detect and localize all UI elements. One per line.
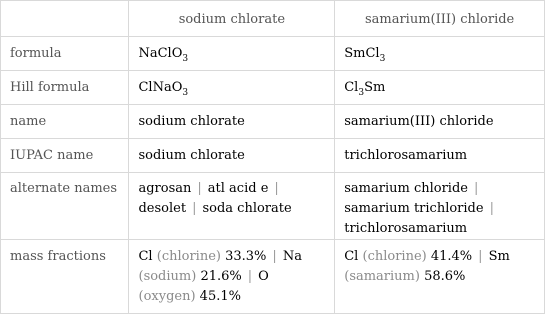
name-sodium-chlorate: sodium chlorate: [129, 105, 335, 139]
header-samarium-chloride: samarium(III) chloride: [335, 1, 545, 37]
row-iupac-name: [1, 139, 545, 173]
alt-names-line: trichlorosamarium: [344, 221, 468, 236]
alt-names-line: samarium trichloride |: [344, 201, 494, 216]
alt-names-line: agrosan | atl acid e |: [138, 181, 279, 196]
row-label-mass-fractions: mass fractions: [1, 240, 129, 314]
formula-samarium-chloride: SmCl$_3$: [335, 37, 545, 71]
mass-line: Cl (chlorine) 41.4% | Sm: [344, 249, 510, 264]
row-label-hill-formula: Hill formula: [1, 71, 129, 105]
row-hill-formula: [1, 71, 545, 105]
row-label-iupac-name: IUPAC name: [1, 139, 129, 173]
mass-samarium-chloride: [335, 240, 545, 314]
hill-sodium-chlorate: ClNaO$_3$: [129, 71, 335, 105]
mass-line: Cl (chlorine) 33.3% | Na: [138, 249, 302, 264]
row-mass-fractions: [1, 240, 545, 314]
hill-samarium-chloride: $Cl_3Sm$: [335, 71, 545, 105]
row-formula: [1, 37, 545, 71]
mass-sodium-chlorate: [129, 240, 335, 314]
iupac-samarium-chloride: trichlorosamarium: [335, 139, 545, 173]
alternate-samarium-chloride: [335, 173, 545, 240]
mass-line: (samarium) 58.6%: [344, 269, 466, 284]
row-name: [1, 105, 545, 139]
mass-line: (oxygen) 45.1%: [138, 289, 241, 304]
mass-line: (sodium) 21.6% | O: [138, 269, 269, 284]
row-alternate-names: [1, 173, 545, 240]
name-samarium-chloride: samarium(III) chloride: [335, 105, 545, 139]
alt-names-line: desolet | soda chlorate: [138, 201, 292, 216]
row-label-name: name: [1, 105, 129, 139]
formula-sodium-chlorate: NaClO$_3$: [129, 37, 335, 71]
header-sodium-chlorate: sodium chlorate: [129, 1, 335, 37]
alternate-sodium-chlorate: [129, 173, 335, 240]
iupac-sodium-chlorate: sodium chlorate: [129, 139, 335, 173]
alt-names-line: samarium chloride |: [344, 181, 479, 196]
header-row: [1, 1, 545, 37]
row-label-alternate-names: alternate names: [1, 173, 129, 240]
row-label-formula: formula: [1, 37, 129, 71]
header-empty-cell: [1, 1, 129, 37]
